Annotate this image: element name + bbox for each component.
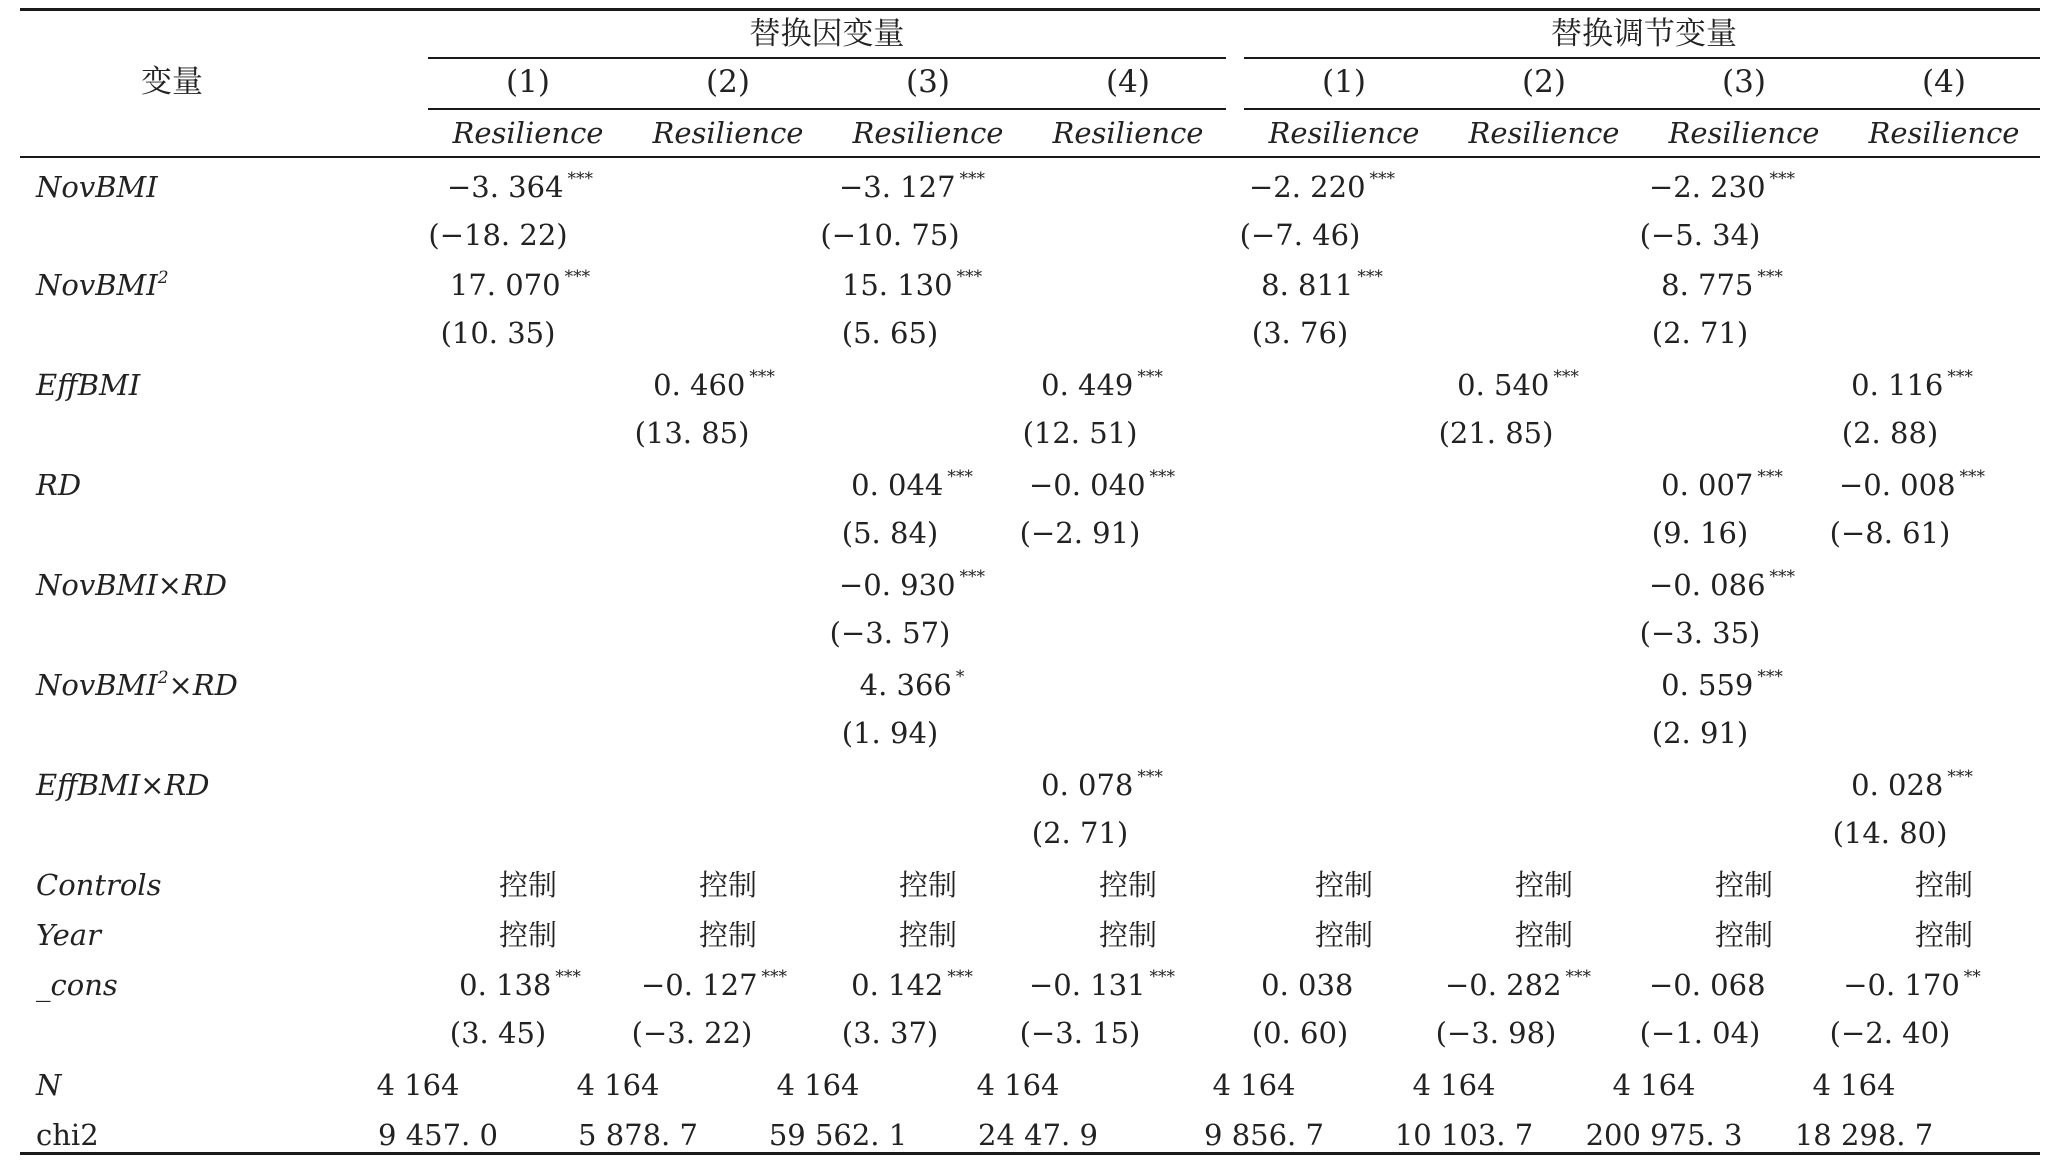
t-statistic-cell: (−3. 57)	[829, 616, 951, 650]
dependent-variable-label: Resilience	[452, 116, 604, 150]
coefficient-value: 0. 038	[1261, 968, 1354, 1002]
significance-stars: ***	[1769, 567, 1796, 587]
coefficient-value: 0. 044	[851, 468, 944, 502]
t-statistic-cell: (1. 94)	[841, 716, 939, 750]
row-label-effbmi: EffBMI	[36, 368, 141, 402]
significance-stars: ***	[1757, 267, 1783, 287]
table-cell-n: 4 164	[1612, 1068, 1696, 1102]
significance-stars: ***	[567, 169, 594, 189]
column-number: (1)	[1322, 64, 1366, 100]
coefficient-value: −0. 930	[838, 568, 956, 602]
coefficient-value: 0. 028	[1851, 768, 1944, 802]
table-cell-chi2: 5 878. 7	[578, 1118, 698, 1152]
row-label-effrd: EffBMI×RD	[36, 768, 210, 802]
coefficient-cell	[1843, 968, 1981, 1007]
column-number: (4)	[1106, 64, 1150, 100]
coefficient-cell	[1249, 170, 1395, 209]
column-number: (1)	[506, 64, 550, 100]
significance-stars: ***	[555, 967, 581, 987]
table-cell-year: 控制	[1914, 918, 1974, 952]
coefficient-value: 0. 559	[1661, 668, 1754, 702]
coefficient-value: 8. 811	[1261, 268, 1354, 302]
coefficient-value: −2. 220	[1248, 170, 1366, 204]
table-cell-year: 控制	[898, 918, 958, 952]
coefficient-value: 0. 449	[1041, 368, 1134, 402]
t-statistic-cell: (2. 71)	[1031, 816, 1129, 850]
significance-stars: ***	[947, 967, 973, 987]
table-cell-n: 4 164	[1412, 1068, 1496, 1102]
coefficient-value: −0. 086	[1648, 568, 1766, 602]
row-label-text: NovBMI	[36, 668, 158, 702]
t-statistic-cell: (−3. 98)	[1435, 1016, 1557, 1050]
t-statistic-cell: (3. 37)	[841, 1016, 939, 1050]
row-label-controls: Controls	[36, 868, 162, 902]
t-statistic-cell: (10. 35)	[440, 316, 556, 350]
t-statistic-cell: (12. 51)	[1022, 416, 1138, 450]
significance-stars: ***	[959, 567, 986, 587]
coefficient-cell	[450, 268, 590, 307]
table-cell-controls: 控制	[1314, 868, 1374, 902]
table-cell-year: 控制	[498, 918, 558, 952]
significance-stars: *	[955, 667, 965, 687]
t-statistic-cell: (0. 60)	[1251, 1016, 1349, 1050]
table-cell-chi2: 9 856. 7	[1204, 1118, 1324, 1152]
row-label-superscript: 2	[157, 268, 169, 288]
t-statistic-cell: (2. 71)	[1651, 316, 1749, 350]
coefficient-cell	[1041, 368, 1163, 407]
t-statistic-cell: (−1. 04)	[1639, 1016, 1761, 1050]
group-header-dependent: 替换因变量	[749, 16, 905, 52]
t-statistic-cell: (−8. 61)	[1829, 516, 1951, 550]
row-label-superscript: 2	[157, 668, 169, 688]
coefficient-value: −3. 364	[446, 170, 564, 204]
significance-stars: ***	[956, 267, 983, 287]
significance-stars: ***	[1149, 467, 1176, 487]
t-statistic-cell: (3. 45)	[449, 1016, 547, 1050]
table-cell-chi2: 59 562. 1	[768, 1118, 908, 1152]
coefficient-value: −0. 131	[1028, 968, 1146, 1002]
coefficient-cell	[860, 668, 965, 707]
coefficient-value: 0. 142	[851, 968, 944, 1002]
coefficient-cell	[1661, 668, 1783, 707]
table-cell-chi2: 9 457. 0	[378, 1118, 498, 1152]
group2-underline	[1244, 57, 2040, 59]
coefficient-cell	[839, 170, 985, 209]
significance-stars: ***	[761, 967, 788, 987]
coefficient-cell	[1661, 268, 1783, 307]
coefficient-value: 0. 078	[1041, 768, 1134, 802]
t-statistic-cell: (−10. 75)	[820, 218, 960, 252]
column-number: (4)	[1922, 64, 1966, 100]
table-cell-chi2: 200 975. 3	[1585, 1118, 1743, 1152]
row-label-novbmi2	[36, 268, 169, 307]
coefficient-cell	[851, 968, 973, 1007]
coefficient-cell	[459, 968, 581, 1007]
coefficient-cell	[842, 268, 982, 307]
t-statistic-cell: (3. 76)	[1251, 316, 1349, 350]
coefficient-cell	[1029, 468, 1175, 507]
table-cell-controls: 控制	[698, 868, 758, 902]
coefficient-value: −0. 170	[1843, 968, 1960, 1002]
significance-stars: ***	[1369, 169, 1396, 189]
variable-header: 变量	[141, 64, 203, 100]
table-cell-year: 控制	[1098, 918, 1158, 952]
table-cell-controls: 控制	[1514, 868, 1574, 902]
coefficient-cell	[1457, 368, 1579, 407]
coefficient-cell	[1649, 170, 1795, 209]
t-statistic-cell: (14. 80)	[1832, 816, 1948, 850]
table-cell-n: 4 164	[1212, 1068, 1296, 1102]
significance-stars: ***	[959, 169, 986, 189]
table-cell-n: 4 164	[976, 1068, 1060, 1102]
table-cell-n: 4 164	[1812, 1068, 1896, 1102]
t-statistic-cell: (−7. 46)	[1239, 218, 1361, 252]
row-label-novbmi: NovBMI	[36, 170, 158, 204]
significance-stars: ***	[1357, 267, 1383, 287]
dependent-variable-label: Resilience	[1868, 116, 2020, 150]
table-cell-chi2: 18 298. 7	[1794, 1118, 1934, 1152]
t-statistic-cell: (2. 88)	[1841, 416, 1939, 450]
coefficient-value: −0. 127	[640, 968, 758, 1002]
coefficient-value: 4. 366	[859, 668, 952, 702]
coefficient-cell	[641, 968, 787, 1007]
coefficient-value: −0. 068	[1648, 968, 1766, 1002]
coefficient-cell	[851, 468, 973, 507]
dependent-variable-label: Resilience	[1668, 116, 1820, 150]
table-cell-chi2: 10 103. 7	[1394, 1118, 1534, 1152]
t-statistic-cell: (9. 16)	[1651, 516, 1749, 550]
t-statistic-cell: (−2. 40)	[1829, 1016, 1951, 1050]
table-cell-controls: 控制	[1714, 868, 1774, 902]
coefficient-value: 8. 775	[1661, 268, 1754, 302]
t-statistic-cell: (2. 91)	[1651, 716, 1749, 750]
table-cell-year: 控制	[1714, 918, 1774, 952]
row-label-year: Year	[36, 918, 101, 952]
coefficient-value: −2. 230	[1648, 170, 1766, 204]
significance-stars: ***	[1959, 467, 1986, 487]
table-cell-year: 控制	[1314, 918, 1374, 952]
t-statistic-cell: (5. 84)	[841, 516, 939, 550]
row-label-suffix: ×RD	[168, 668, 238, 702]
coefficient-cell	[1851, 768, 1973, 807]
significance-stars: ***	[1769, 169, 1796, 189]
column-number: (2)	[706, 64, 750, 100]
t-statistic-cell: (−18. 22)	[428, 218, 568, 252]
column-number: (2)	[1522, 64, 1566, 100]
t-statistic-cell: (5. 65)	[841, 316, 939, 350]
significance-stars: ***	[1757, 467, 1783, 487]
table-cell-n: 4 164	[376, 1068, 460, 1102]
row-label-text: NovBMI	[36, 268, 158, 302]
row-label-nov2rd	[36, 668, 238, 707]
row-label-n: N	[36, 1068, 62, 1102]
colnum-underline-1	[428, 108, 1226, 110]
t-statistic-cell: (−5. 34)	[1639, 218, 1761, 252]
group-header-moderator: 替换调节变量	[1551, 16, 1737, 52]
significance-stars: ***	[1947, 367, 1973, 387]
t-statistic-cell: (21. 85)	[1438, 416, 1554, 450]
coefficient-cell	[653, 368, 775, 407]
row-label-rd: RD	[36, 468, 82, 502]
dependent-variable-label: Resilience	[1268, 116, 1420, 150]
coefficient-value: 0. 007	[1661, 468, 1754, 502]
coefficient-value: −3. 127	[838, 170, 956, 204]
significance-stars: ***	[1137, 367, 1163, 387]
t-statistic-cell: (−2. 91)	[1019, 516, 1141, 550]
dependent-variable-label: Resilience	[1052, 116, 1204, 150]
dependent-variable-label: Resilience	[1468, 116, 1620, 150]
colnum-underline-2	[1244, 108, 2040, 110]
t-statistic-cell: (13. 85)	[634, 416, 750, 450]
coefficient-cell	[1649, 968, 1795, 1007]
significance-stars: ***	[947, 467, 973, 487]
coefficient-cell	[1851, 368, 1973, 407]
coefficient-cell	[1839, 468, 1985, 507]
dependent-variable-label: Resilience	[652, 116, 804, 150]
coefficient-cell	[1261, 968, 1383, 1007]
coefficient-value: 17. 070	[449, 268, 561, 302]
top-rule	[20, 8, 2040, 11]
coefficient-cell	[839, 568, 985, 607]
bottom-rule	[20, 1152, 2040, 1155]
table-cell-year: 控制	[698, 918, 758, 952]
table-cell-n: 4 164	[776, 1068, 860, 1102]
table-cell-controls: 控制	[498, 868, 558, 902]
coefficient-cell	[1649, 568, 1795, 607]
dependent-variable-label: Resilience	[852, 116, 1004, 150]
significance-stars: ***	[1757, 667, 1783, 687]
row-label-novrd: NovBMI×RD	[36, 568, 228, 602]
coefficient-value: 0. 138	[459, 968, 552, 1002]
table-cell-controls: 控制	[1914, 868, 1974, 902]
table-cell-n: 4 164	[576, 1068, 660, 1102]
coefficient-value: −0. 282	[1444, 968, 1562, 1002]
table-cell-controls: 控制	[1098, 868, 1158, 902]
t-statistic-cell: (−3. 35)	[1639, 616, 1761, 650]
coefficient-value: −0. 008	[1838, 468, 1956, 502]
significance-stars: ***	[1149, 967, 1176, 987]
coefficient-value: 0. 116	[1851, 368, 1944, 402]
coefficient-value: 0. 540	[1457, 368, 1550, 402]
coefficient-value: 15. 130	[841, 268, 953, 302]
t-statistic-cell: (−3. 15)	[1019, 1016, 1141, 1050]
header-rule	[20, 156, 2040, 158]
row-label-cons: _cons	[36, 968, 118, 1002]
coefficient-cell	[1261, 268, 1383, 307]
significance-stars: **	[1963, 967, 1981, 987]
coefficient-cell	[1445, 968, 1591, 1007]
table-cell-chi2: 24 47. 9	[978, 1118, 1098, 1152]
significance-stars: ***	[1947, 767, 1973, 787]
t-statistic-cell: (−3. 22)	[631, 1016, 753, 1050]
table-cell-year: 控制	[1514, 918, 1574, 952]
significance-stars: ***	[1553, 367, 1579, 387]
coefficient-value: 0. 460	[653, 368, 746, 402]
column-number: (3)	[1722, 64, 1766, 100]
significance-stars: ***	[749, 367, 775, 387]
row-label-chi2: chi2	[36, 1118, 99, 1152]
significance-stars: ***	[564, 267, 591, 287]
significance-stars: ***	[1565, 967, 1592, 987]
table-cell-controls: 控制	[898, 868, 958, 902]
coefficient-value: −0. 040	[1028, 468, 1146, 502]
column-number: (3)	[906, 64, 950, 100]
coefficient-cell	[1041, 768, 1163, 807]
coefficient-cell	[447, 170, 593, 209]
significance-stars: ***	[1137, 767, 1163, 787]
group1-underline	[428, 57, 1226, 59]
coefficient-cell	[1661, 468, 1783, 507]
coefficient-cell	[1029, 968, 1175, 1007]
